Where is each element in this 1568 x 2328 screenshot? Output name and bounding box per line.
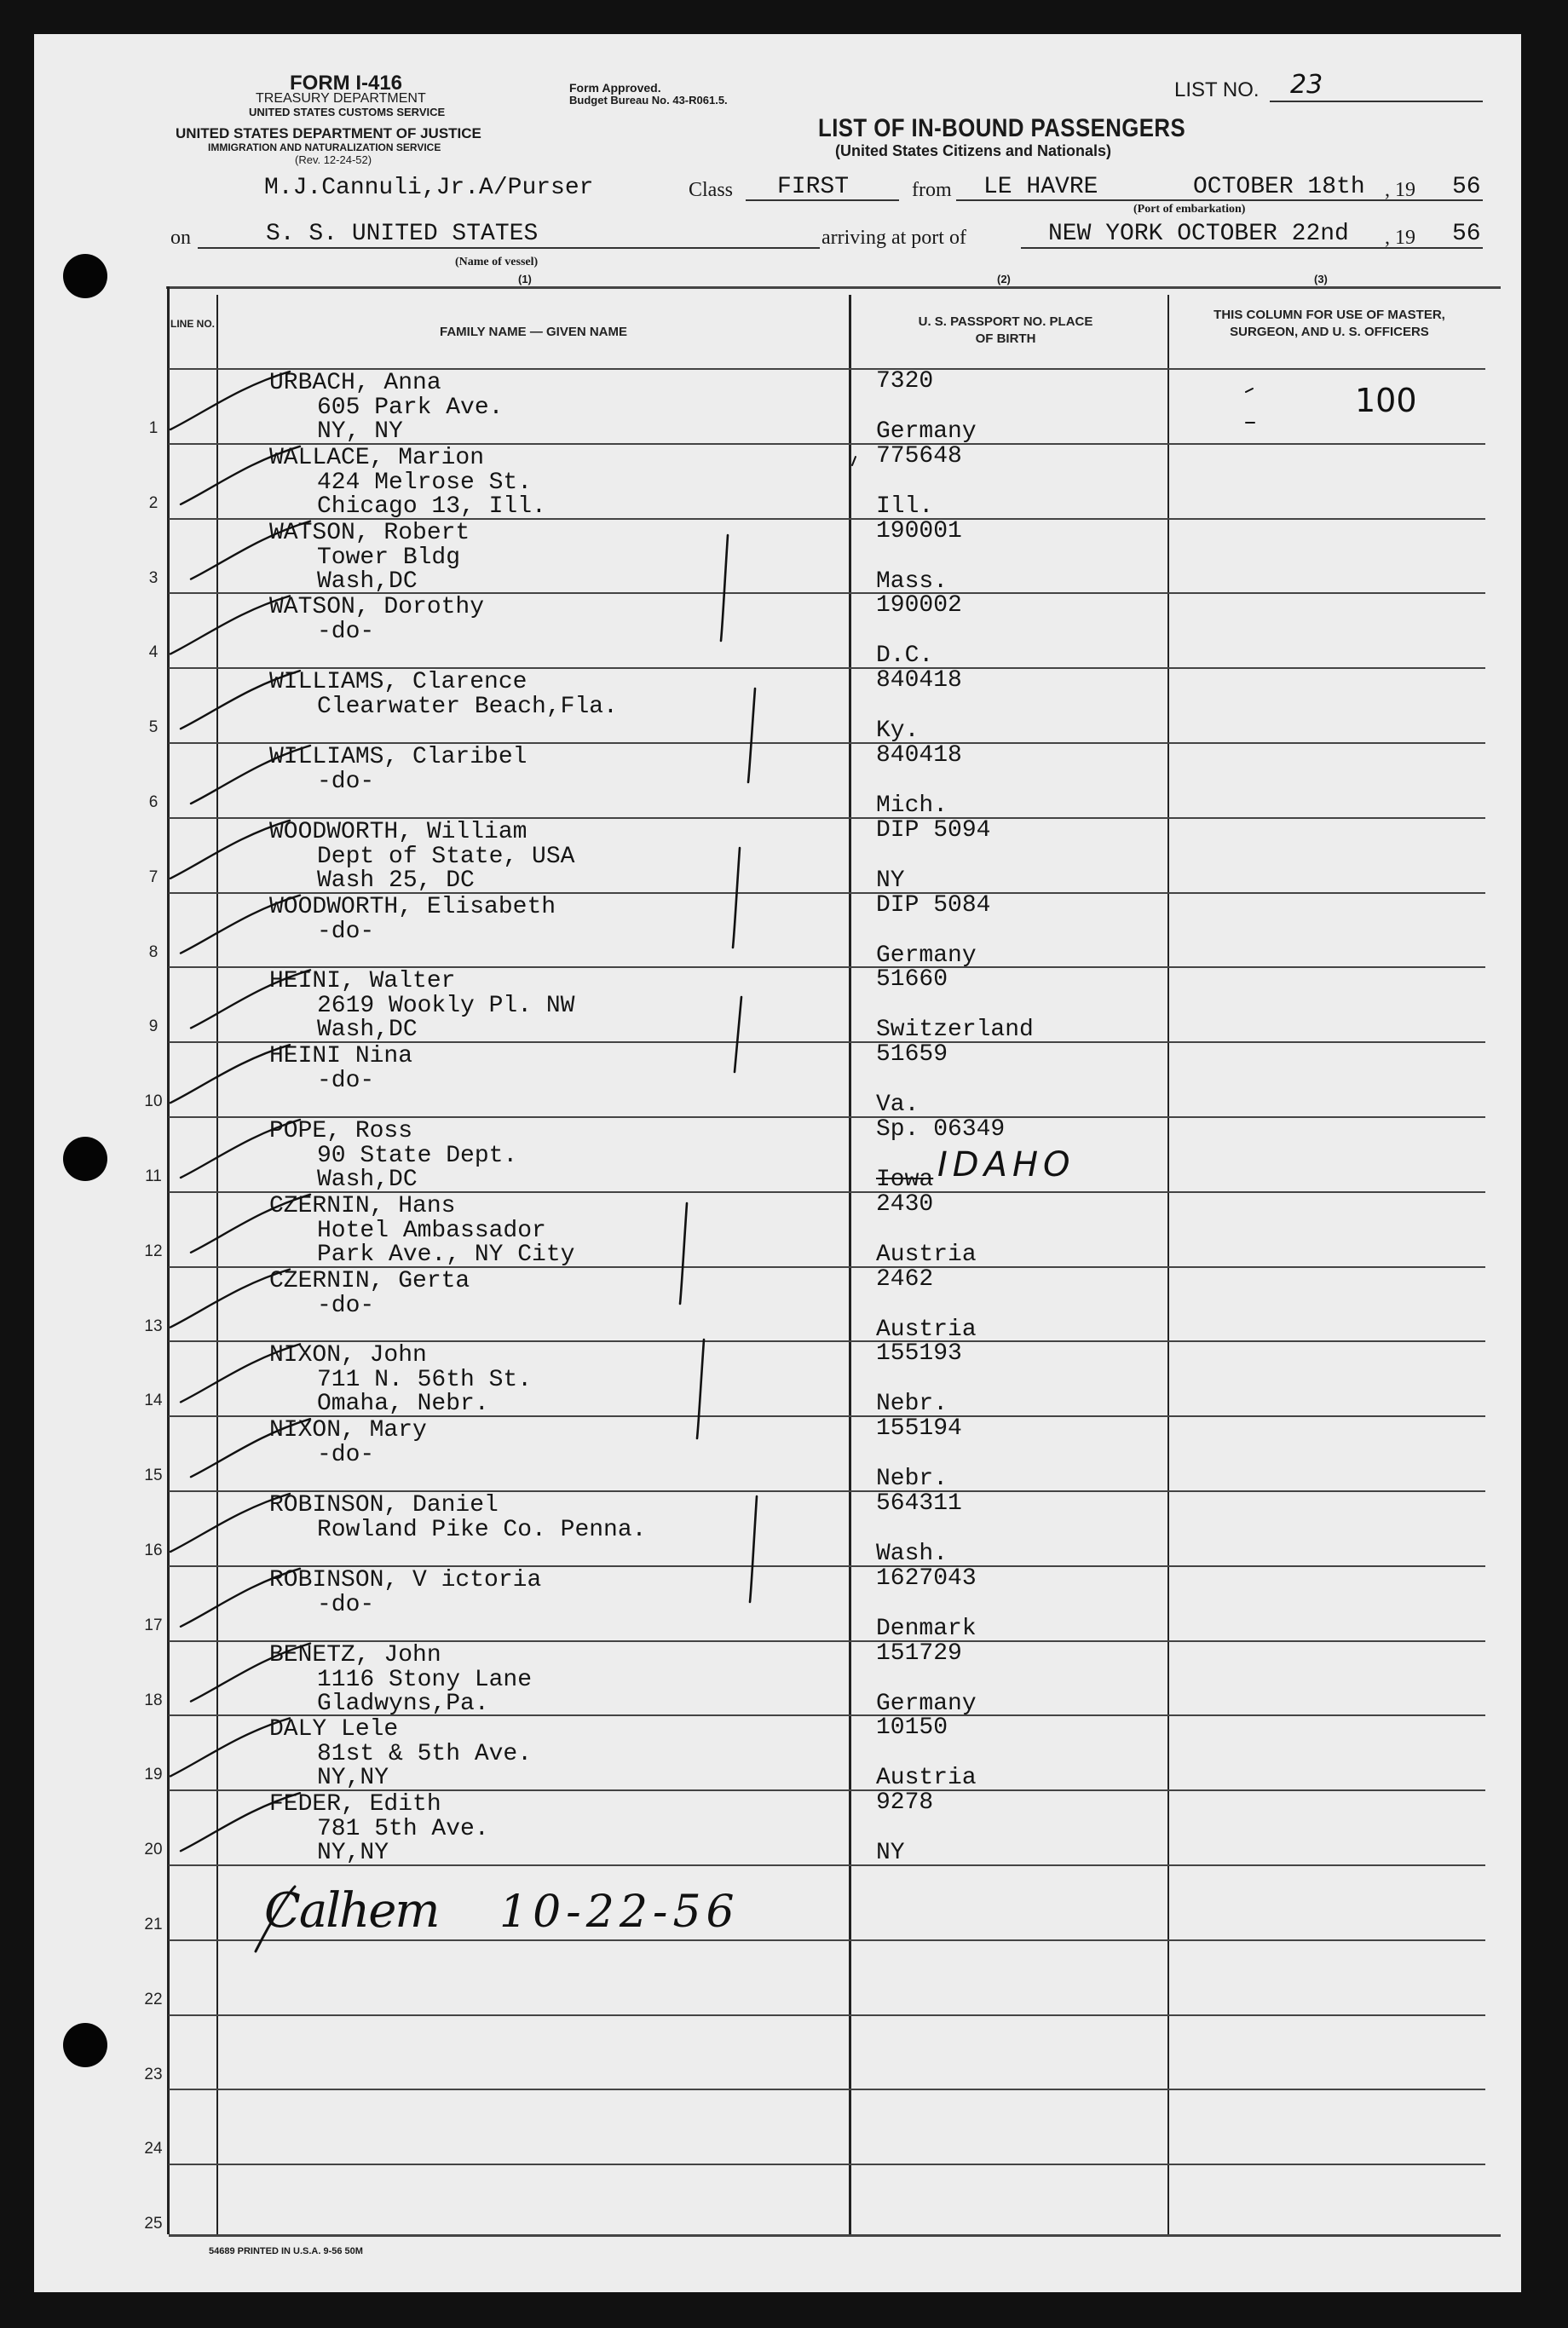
form-approved: Form Approved. [569, 81, 661, 95]
passenger-address-city: Wash 25, DC [317, 867, 475, 894]
passenger-check-mark [181, 896, 300, 954]
passenger-name: POPE, Ross [269, 1118, 413, 1144]
place-of-birth: D.C. [876, 643, 934, 669]
passenger-check-mark [181, 1569, 300, 1627]
passenger-name: HEINI Nina [269, 1043, 413, 1069]
arriving-label: arriving at port of [821, 227, 966, 249]
place-of-birth: Austria [876, 1242, 977, 1268]
place-of-birth: Austria [876, 1317, 977, 1343]
line-number: 9 [148, 1017, 159, 1035]
form-number: FORM I-416 [290, 72, 403, 95]
passport-number: 9278 [876, 1789, 934, 1816]
passenger-address-city: NY, NY [317, 418, 403, 445]
passenger-address: 605 Park Ave. [317, 395, 504, 421]
passenger-name: WILLIAMS, Claribel [269, 744, 527, 770]
pencil-tick [721, 535, 728, 641]
col2-number: (2) [997, 273, 1011, 285]
passenger-address: -do- [317, 1068, 375, 1094]
place-of-birth: Ill. [876, 493, 934, 520]
passport-number: 2430 [876, 1191, 934, 1218]
col3-header: THIS COLUMN FOR USE OF MASTER, SURGEON, AND U. S. OFFICERS [1213, 308, 1445, 339]
place-of-birth: Germany [876, 1691, 977, 1717]
line-number: 22 [144, 1991, 163, 2008]
passenger-address: 90 State Dept. [317, 1143, 518, 1169]
passport-number: 564311 [876, 1490, 962, 1517]
passenger-address: Dept of State, USA [317, 844, 575, 870]
customs-service: UNITED STATES CUSTOMS SERVICE [249, 106, 446, 118]
line-number: 25 [144, 2215, 163, 2233]
passport-number: 840418 [876, 742, 962, 769]
passenger-check-mark [181, 447, 300, 504]
place-of-birth: Nebr. [876, 1466, 948, 1492]
place-of-birth: Mich. [876, 792, 948, 819]
passenger-check-mark [181, 1120, 300, 1178]
place-of-birth: Ky. [876, 717, 919, 744]
signature-date: 10-22-56 [499, 1887, 740, 1938]
passenger-check-mark [191, 521, 310, 579]
place-of-birth: Mass. [876, 568, 948, 595]
list-no-label: LIST NO. [1174, 78, 1260, 101]
arrival-year-prefix: , 19 [1385, 227, 1415, 249]
passenger-check-mark [181, 1344, 300, 1402]
passport-number: 840418 [876, 667, 962, 694]
signature: Calhem [264, 1883, 439, 1939]
line-number: 16 [144, 1541, 163, 1559]
passenger-check-mark [191, 1195, 310, 1253]
passenger-address: -do- [317, 1293, 375, 1319]
place-of-birth: Germany [876, 942, 977, 969]
line-number: 20 [144, 1841, 163, 1858]
passport-number: Sp. 06349 [876, 1116, 1006, 1143]
place-of-birth: Wash. [876, 1541, 948, 1567]
passenger-check-mark [170, 1718, 290, 1776]
pencil-tick [735, 997, 741, 1072]
passenger-name: NIXON, John [269, 1342, 427, 1369]
arrival-year: 56 [1452, 221, 1481, 247]
embark-date: OCTOBER 18th [1193, 174, 1365, 200]
passenger-name: WATSON, Dorothy [269, 594, 485, 620]
list-no-value: 23 [1290, 70, 1323, 100]
passenger-check-mark [170, 372, 290, 429]
passenger-address: 711 N. 56th St. [317, 1367, 533, 1393]
passport-number: 190001 [876, 518, 962, 545]
passport-number: 190002 [876, 592, 962, 619]
col1-number: (1) [518, 273, 532, 285]
line-no-header: LINE NO. [170, 318, 215, 330]
purser-name: M.J.Cannuli,Jr.A/Purser [264, 175, 594, 201]
line-number: 21 [144, 1916, 163, 1933]
line-number: 3 [148, 569, 159, 587]
passport-number: 2462 [876, 1266, 934, 1293]
passport-number: 7320 [876, 368, 934, 395]
passenger-check-mark [170, 821, 290, 879]
passport-number: 1627043 [876, 1565, 977, 1592]
vessel-name: S. S. UNITED STATES [266, 221, 539, 247]
col2-header: U. S. PASSPORT NO. PLACE OF BIRTH [918, 314, 1093, 346]
passenger-name: WOODWORTH, Elisabeth [269, 894, 556, 920]
passenger-address: 424 Melrose St. [317, 470, 533, 496]
passenger-address: Rowland Pike Co. Penna. [317, 1517, 647, 1543]
officer-count: 100 [1355, 382, 1417, 419]
place-of-birth: Denmark [876, 1616, 977, 1642]
col1-header: FAMILY NAME — GIVEN NAME [439, 325, 628, 339]
passenger-address: -do- [317, 1592, 375, 1618]
line-number: 13 [144, 1317, 163, 1335]
form-subtitle: (United States Citizens and Nationals) [835, 142, 1112, 159]
place-of-birth: NY [876, 867, 905, 894]
form-title: LIST OF IN-BOUND PASSENGERS [818, 114, 1186, 142]
passenger-address-city: Gladwyns,Pa. [317, 1691, 489, 1717]
passenger-name: FEDER, Edith [269, 1791, 441, 1818]
passenger-check-mark [181, 1793, 300, 1851]
line-number: 12 [144, 1242, 163, 1260]
embark-year: 56 [1452, 174, 1481, 200]
line-number: 8 [148, 943, 159, 961]
passenger-name: WOODWORTH, William [269, 819, 527, 845]
passenger-name: ROBINSON, Daniel [269, 1492, 499, 1518]
line-number: 6 [148, 793, 159, 811]
passenger-address: -do- [317, 919, 375, 945]
passenger-address: 2619 Wookly Pl. NW [317, 993, 575, 1019]
passenger-check-mark [170, 1494, 290, 1552]
line-number: 7 [148, 868, 159, 886]
justice-dept: UNITED STATES DEPARTMENT OF JUSTICE [176, 125, 481, 141]
idaho-correction: IDAHO [937, 1145, 1075, 1184]
passenger-address: -do- [317, 619, 375, 645]
passenger-name: URBACH, Anna [269, 370, 441, 396]
passenger-address: 781 5th Ave. [317, 1816, 489, 1842]
line-number: 24 [144, 2140, 163, 2158]
form-revision: (Rev. 12-24-52) [295, 153, 372, 166]
passenger-address: 1116 Stony Lane [317, 1667, 533, 1693]
place-of-birth: Va. [876, 1092, 919, 1118]
vessel-caption: (Name of vessel) [455, 256, 539, 268]
passenger-check-mark [170, 596, 290, 654]
print-info: 54689 PRINTED IN U.S.A. 9-56 50M [209, 2246, 363, 2256]
on-label: on [170, 227, 191, 249]
place-of-birth: Iowa [876, 1167, 934, 1193]
passenger-check-mark [191, 1419, 310, 1477]
passenger-address: -do- [317, 769, 375, 795]
passenger-address-city: Chicago 13, Ill. [317, 493, 546, 520]
passenger-check-mark [181, 671, 300, 729]
passenger-address-city: Park Ave., NY City [317, 1242, 575, 1268]
pencil-tick [750, 1496, 757, 1602]
passenger-address: Hotel Ambassador [317, 1218, 546, 1244]
passport-number: 51659 [876, 1041, 948, 1068]
passenger-address: Clearwater Beach,Fla. [317, 694, 618, 720]
embark-year-prefix: , 19 [1385, 179, 1415, 201]
line-number: 1 [148, 419, 159, 437]
budget-bureau: Budget Bureau No. 43-R061.5. [569, 94, 728, 107]
passenger-name: HEINI, Walter [269, 968, 456, 994]
line-number: 5 [148, 718, 159, 736]
passenger-address-city: NY,NY [317, 1840, 389, 1866]
passenger-address-city: Wash,DC [317, 568, 418, 595]
passenger-name: WILLIAMS, Clarence [269, 669, 527, 695]
place-of-birth: Nebr. [876, 1391, 948, 1417]
passenger-name: ROBINSON, V ictoria [269, 1567, 542, 1593]
passenger-check-mark [191, 970, 310, 1028]
passport-number: DIP 5084 [876, 892, 991, 919]
passenger-address-city: Wash,DC [317, 1167, 418, 1193]
passenger-name: WALLACE, Marion [269, 445, 485, 471]
passenger-address: -do- [317, 1442, 375, 1468]
passenger-name: NIXON, Mary [269, 1417, 427, 1443]
pencil-mark [1246, 389, 1253, 392]
place-of-birth: Austria [876, 1765, 977, 1791]
passenger-check-mark [191, 1644, 310, 1702]
port-of-embark-caption: (Port of embarkation) [1133, 203, 1246, 216]
ins-service: IMMIGRATION AND NATURALIZATION SERVICE [208, 141, 441, 153]
place-of-birth: NY [876, 1840, 905, 1866]
line-number: 11 [145, 1167, 162, 1185]
line-number: 17 [144, 1616, 163, 1634]
pencil-tick [680, 1203, 687, 1304]
passenger-name: CZERNIN, Hans [269, 1193, 456, 1219]
place-of-birth: Germany [876, 418, 977, 445]
passenger-name: DALY Lele [269, 1716, 399, 1743]
treasury-dept: TREASURY DEPARTMENT [256, 91, 426, 106]
col3-number: (3) [1314, 273, 1328, 285]
pencil-tick [748, 689, 755, 782]
arrival-port-date: NEW YORK OCTOBER 22nd [1048, 221, 1349, 247]
passport-number: 10150 [876, 1714, 948, 1741]
class-value: FIRST [777, 174, 850, 200]
place-of-birth: Switzerland [876, 1017, 1034, 1043]
passenger-name: WATSON, Robert [269, 520, 470, 546]
line-number: 2 [148, 494, 159, 512]
from-port: LE HAVRE [983, 174, 1098, 200]
passenger-check-mark [170, 1270, 290, 1328]
passenger-address: Tower Bldg [317, 545, 461, 571]
pencil-tick [697, 1340, 704, 1438]
line-number: 4 [148, 643, 159, 661]
passenger-address-city: NY,NY [317, 1765, 389, 1791]
line-number: 19 [144, 1766, 163, 1783]
passenger-address-city: Wash,DC [317, 1017, 418, 1043]
line-number: 23 [144, 2066, 163, 2083]
line-number: 10 [144, 1092, 163, 1110]
passport-number: 775648 [876, 443, 962, 470]
passport-number: 155193 [876, 1340, 962, 1367]
passenger-name: CZERNIN, Gerta [269, 1268, 470, 1294]
pencil-tick [733, 848, 740, 948]
passenger-check-mark [191, 746, 310, 804]
passenger-name: BENETZ, John [269, 1642, 441, 1668]
passport-number: DIP 5094 [876, 817, 991, 844]
class-label: Class [689, 179, 734, 201]
line-number: 14 [144, 1392, 163, 1409]
signature-stroke [256, 1887, 295, 1951]
passenger-check-mark [170, 1045, 290, 1103]
line-number: 18 [144, 1691, 163, 1709]
passport-number: 51660 [876, 966, 948, 993]
passport-number: 155194 [876, 1415, 962, 1442]
passenger-address: 81st & 5th Ave. [317, 1741, 533, 1767]
from-label: from [912, 179, 952, 201]
passenger-address-city: Omaha, Nebr. [317, 1391, 489, 1417]
line-number: 15 [144, 1467, 163, 1484]
pencil-mark [852, 457, 856, 465]
passport-number: 151729 [876, 1640, 962, 1667]
